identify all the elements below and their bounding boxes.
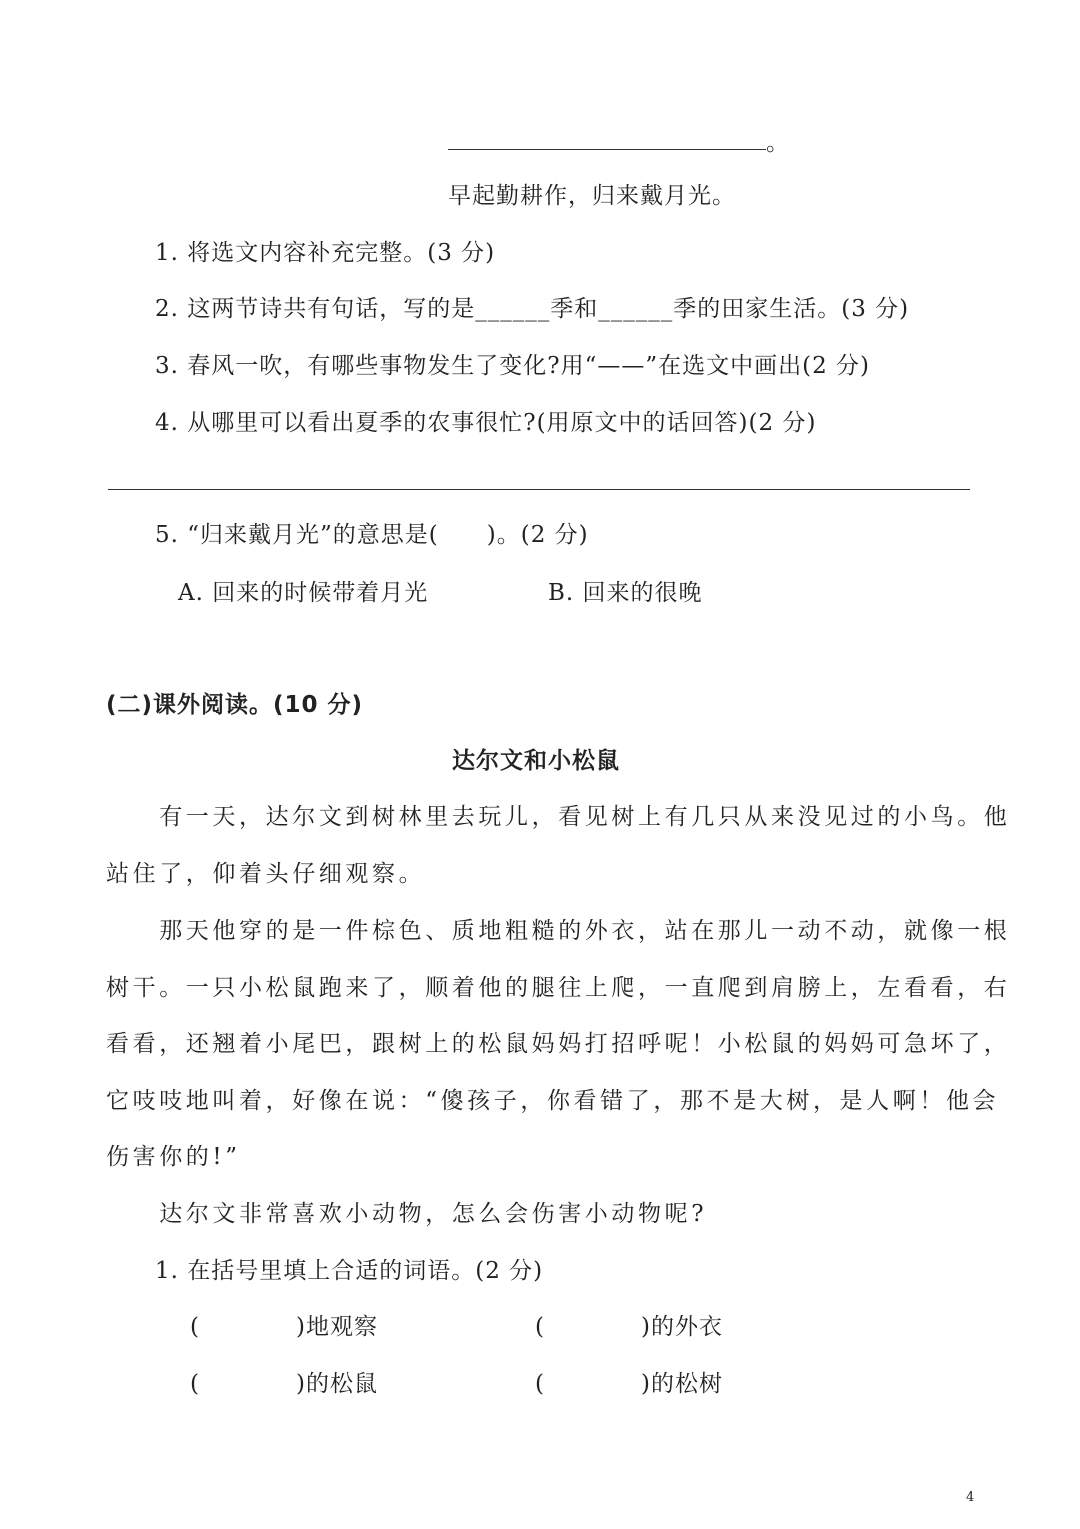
story-title: 达尔文和小松鼠 — [452, 748, 620, 774]
section2-heading: (二)课外阅读。(10 分) — [106, 692, 364, 718]
option-b[interactable]: B. 回来的很晚 — [548, 580, 703, 606]
poem-last-line: 早起勤耕作，归来戴月光。 — [448, 183, 736, 209]
blank-pine[interactable]: ( )的松树 — [535, 1371, 723, 1397]
question-4: 4. 从哪里可以看出夏季的农事很忙?(用原文中的话回答)(2 分) — [155, 410, 817, 436]
blank-observe[interactable]: ( )地观察 — [190, 1314, 378, 1340]
question-5: 5. “归来戴月光”的意思是( )。(2 分) — [155, 522, 589, 548]
answer-line-q4[interactable] — [108, 489, 970, 490]
story-line: 有一天，达尔文到树林里去玩儿，看见树上有几只从来没见过的小鸟。他 — [106, 804, 1011, 830]
story-line: 它吱吱地叫着，好像在说：“傻孩子，你看错了，那不是大树，是人啊！他会 — [106, 1088, 1000, 1114]
story-line: 达尔文非常喜欢小动物，怎么会伤害小动物呢? — [106, 1201, 708, 1227]
story-line: 那天他穿的是一件棕色、质地粗糙的外衣，站在那儿一动不动，就像一根 — [106, 918, 1011, 944]
blank-coat[interactable]: ( )的外衣 — [535, 1314, 723, 1340]
page-number: 4 — [966, 1490, 975, 1505]
story-line: 站住了，仰着头仔细观察。 — [106, 861, 426, 887]
section2-question-1: 1. 在括号里填上合适的词语。(2 分) — [155, 1258, 544, 1284]
blank-squirrel[interactable]: ( )的松鼠 — [190, 1371, 378, 1397]
story-line: 树干。一只小松鼠跑来了，顺着他的腿往上爬，一直爬到肩膀上，左看看，右 — [106, 975, 1011, 1001]
question-1: 1. 将选文内容补充完整。(3 分) — [155, 240, 496, 266]
option-a[interactable]: A. 回来的时候带着月光 — [178, 580, 429, 606]
question-3: 3. 春风一吹，有哪些事物发生了变化?用“——”在选文中画出(2 分) — [155, 353, 870, 379]
story-line: 伤害你的!” — [106, 1144, 241, 1170]
question-2: 2. 这两节诗共有句话，写的是______季和______季的田家生活。(3 分) — [155, 296, 910, 322]
poem-answer-line[interactable] — [448, 149, 766, 150]
story-line: 看看，还翘着小尾巴，跟树上的松鼠妈妈打招呼呢！小松鼠的妈妈可急坏了， — [106, 1031, 1011, 1057]
poem-blank-period: 。 — [766, 130, 790, 156]
